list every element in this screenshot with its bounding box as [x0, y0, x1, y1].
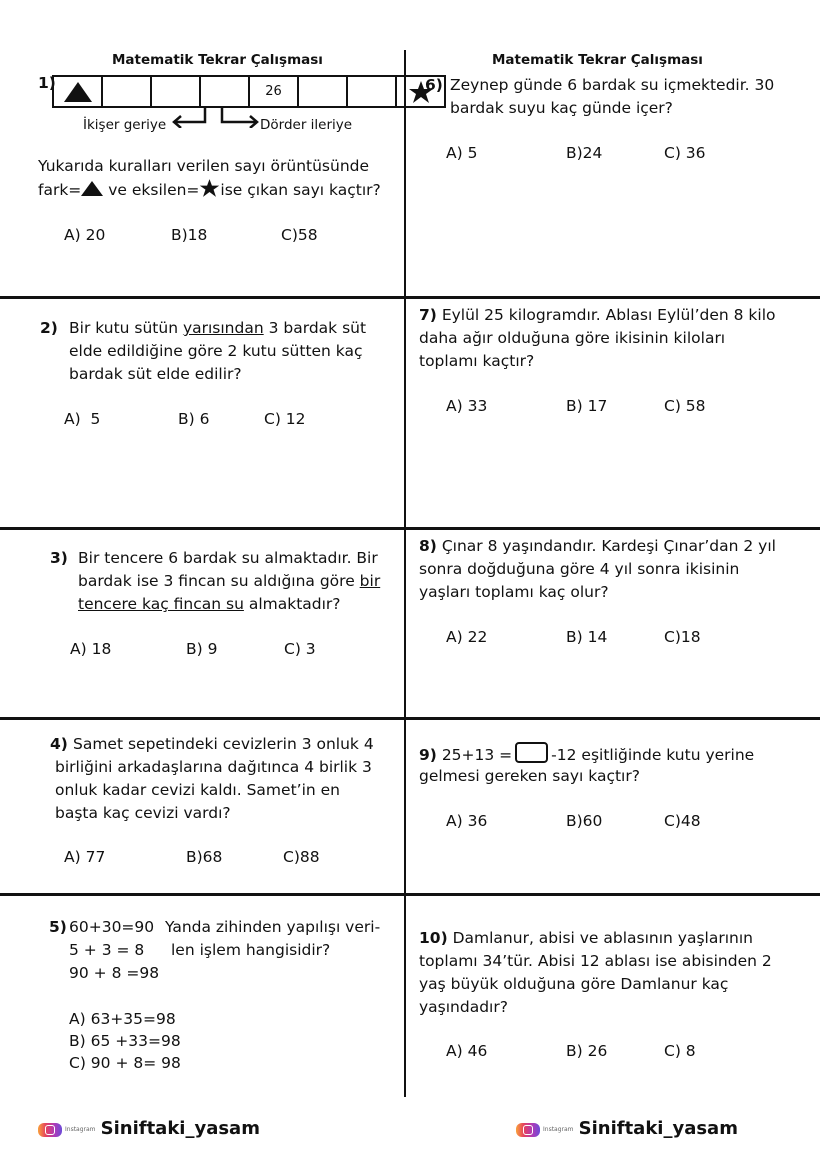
answer-box [515, 742, 548, 763]
question-text-line: elde edildiğine göre 2 kutu sütten kaç [69, 342, 363, 360]
arrow-left-icon [171, 106, 207, 128]
option-c[interactable]: C) 90 + 8= 98 [69, 1054, 181, 1072]
question-text-line: daha ağır olduğuna göre ikisinin kiloları [419, 329, 726, 347]
question-text-line: yaşındadır? [419, 998, 508, 1016]
question-text-line: bardak süt elde edilir? [69, 365, 242, 383]
question-text-line: Samet sepetindeki cevizlerin 3 onluk 4 [73, 735, 374, 753]
option-b[interactable]: B)68 [186, 848, 223, 866]
row-divider-4 [0, 893, 820, 896]
question-text-line: len işlem hangisidir? [171, 941, 331, 959]
option-a[interactable]: A) 5 [64, 410, 101, 428]
question-text-line: sonra doğduğuna göre 4 yıl sonra ikisinin [419, 560, 740, 578]
pattern-cell [199, 75, 250, 108]
option-b[interactable]: B)18 [171, 226, 208, 244]
row-divider-2 [0, 527, 820, 530]
question-text-line: Zeynep günde 6 bardak su içmektedir. 30 [450, 76, 775, 94]
question-text-line: 10) Damlanur, abisi ve ablasının yaşlarının [419, 929, 753, 947]
column-divider [404, 50, 406, 1097]
question-text-line: yaşları toplamı kaç olur? [419, 583, 609, 601]
option-b[interactable]: B) 9 [186, 640, 218, 658]
question-number: 4) [50, 735, 68, 753]
question-text-line: Yanda zihinden yapılışı veri- [165, 918, 381, 936]
option-b[interactable]: B) 6 [178, 410, 210, 428]
question-text-line: birliğini arkadaşlarına dağıtınca 4 birlik 3 [55, 758, 372, 776]
question-text-line: toplamı 34’tür. Abisi 12 ablası ise abisinden 2 [419, 952, 772, 970]
question-text-line: Yukarıda kuralları verilen sayı örüntüsünde [38, 157, 370, 175]
question-number: 2) [40, 319, 58, 337]
question-text-line: gelmesi gereken sayı kaçtır? [419, 767, 640, 785]
row-divider-1 [0, 296, 820, 299]
question-text-line: 8) Çınar 8 yaşındandır. Kardeşi Çınar’dan 2 yıl [419, 537, 776, 555]
triangle-icon [81, 181, 103, 196]
pattern-cell [346, 75, 397, 108]
right-rule-label: Dörder ileriye [260, 117, 353, 133]
question-text-line: tencere kaç fincan su almaktadır? [78, 595, 341, 613]
question-number: 9) [419, 746, 437, 764]
question-text-line: bardak ise 3 fincan su aldığına göre bir [78, 572, 381, 590]
question-text-line: bardak suyu kaç günde içer? [450, 99, 673, 117]
option-a[interactable]: A) 36 [446, 812, 488, 830]
option-a[interactable]: A) 77 [64, 848, 106, 866]
option-a[interactable]: A) 63+35=98 [69, 1010, 176, 1028]
option-a[interactable]: A) 20 [64, 226, 106, 244]
option-b[interactable]: B) 17 [566, 397, 608, 415]
equation-line: 60+30=90 [69, 918, 155, 936]
question-number: 10) [419, 929, 448, 947]
option-a[interactable]: A) 5 [446, 144, 478, 162]
pattern-cell [101, 75, 152, 108]
option-c[interactable]: C) 3 [284, 640, 316, 658]
arrow-right-icon [220, 106, 260, 128]
option-a[interactable]: A) 33 [446, 397, 488, 415]
option-c[interactable]: C) 12 [264, 410, 306, 428]
option-c[interactable]: C)48 [664, 812, 701, 830]
pattern-cell [150, 75, 201, 108]
footer-left [38, 1118, 260, 1139]
question-number: 1) [38, 74, 56, 92]
footer-right [516, 1118, 738, 1139]
star-icon [199, 178, 220, 198]
question-text-line: Bir kutu sütün yarısından 3 bardak süt [69, 319, 367, 337]
option-c[interactable]: C)58 [281, 226, 318, 244]
option-c[interactable]: C) 8 [664, 1042, 696, 1060]
question-number: 3) [50, 549, 68, 567]
question-text-line: 7) Eylül 25 kilogramdır. Ablası Eylül’den 8 kilo [419, 306, 776, 324]
right-page-title: Matematik Tekrar Çalışması [492, 52, 703, 68]
question-text-line: fark= ve eksilen= ise çıkan sayı kaçtır? [38, 178, 381, 202]
option-b[interactable]: B) 26 [566, 1042, 608, 1060]
equation-line: 5 + 3 = 8 [69, 941, 145, 959]
option-c[interactable]: C) 58 [664, 397, 706, 415]
number-pattern-strip [52, 75, 446, 108]
option-a[interactable]: A) 18 [70, 640, 112, 658]
pattern-cell-triangle [52, 75, 103, 108]
left-rule-label: İkişer geriye [83, 117, 167, 133]
option-a[interactable]: A) 46 [446, 1042, 488, 1060]
instagram-icon [516, 1123, 540, 1137]
option-c[interactable]: C)18 [664, 628, 701, 646]
question-text-line: toplamı kaçtır? [419, 352, 535, 370]
instagram-handle[interactable]: Siniftaki_yasam [100, 1118, 260, 1139]
option-b[interactable]: B) 14 [566, 628, 608, 646]
option-b[interactable]: B)24 [566, 144, 603, 162]
pattern-cell [297, 75, 348, 108]
question-text-line: 9) 25+13 = -12 eşitliğinde kutu yerine [419, 742, 754, 767]
row-divider-3 [0, 717, 820, 720]
question-text-line: yaş büyük olduğuna göre Damlanur kaç [419, 975, 729, 993]
instagram-badge: Instagram [516, 1123, 574, 1137]
question-text-line: onluk kadar cevizi kaldı. Samet’in en [55, 781, 340, 799]
option-b[interactable]: B) 65 +33=98 [69, 1032, 181, 1050]
triangle-icon [63, 81, 93, 103]
instagram-icon [38, 1123, 62, 1137]
left-page-title: Matematik Tekrar Çalışması [112, 52, 323, 68]
equation-line: 90 + 8 =98 [69, 964, 160, 982]
option-c[interactable]: C)88 [283, 848, 320, 866]
option-c[interactable]: C) 36 [664, 144, 706, 162]
instagram-badge: Instagram [38, 1123, 96, 1137]
question-number: 6) [425, 76, 443, 94]
option-b[interactable]: B)60 [566, 812, 603, 830]
pattern-cell-given: 26 [248, 75, 299, 108]
question-number: 5) [49, 918, 67, 936]
question-text-line: Bir tencere 6 bardak su almaktadır. Bir [78, 549, 378, 567]
instagram-handle[interactable]: Siniftaki_yasam [578, 1118, 738, 1139]
option-a[interactable]: A) 22 [446, 628, 488, 646]
question-number: 7) [419, 306, 437, 324]
question-number: 8) [419, 537, 437, 555]
question-text-line: başta kaç cevizi vardı? [55, 804, 231, 822]
